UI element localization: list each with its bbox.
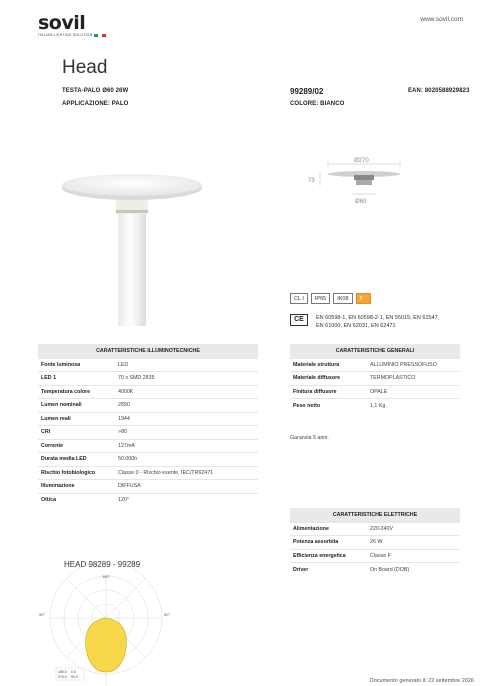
brand-tagline: ITALIAN LIGHTING SOLUTION <box>38 33 93 37</box>
product-ean: EAN: 8020588929823 <box>408 88 470 94</box>
svg-text:90°: 90° <box>39 612 46 617</box>
table-row: Materiale struttura ALLUMINIO PRESSOFUSO <box>290 358 460 372</box>
ce-mark-icon: CE <box>290 314 308 326</box>
svg-text:90°: 90° <box>164 612 171 617</box>
ip-badge: IP65 <box>311 293 330 304</box>
lighting-table-header: CARATTERISTICHE ILLUMINOTECNICHE <box>38 344 258 358</box>
table-row: Alimentazione 220-240V <box>290 522 460 536</box>
dim-diameter-top: Ø270 <box>354 158 369 164</box>
svg-text:90.0: 90.0 <box>71 675 78 679</box>
table-row: Potenza assorbita 26 W <box>290 536 460 550</box>
table-row: Ottica 120° <box>38 493 258 507</box>
ik-badge: IK08 <box>333 293 352 304</box>
table-row: Peso netto 1,1 Kg. <box>290 399 460 413</box>
lighting-table <box>38 344 258 507</box>
general-table-header: CARATTERISTICHE GENERALI <box>290 344 460 358</box>
svg-text:180°: 180° <box>102 574 111 579</box>
dim-height: 73 <box>308 178 315 184</box>
norms-text: EN 60598-1, EN 60598-2-1, EN 55015, EN 61547, EN 61000, EN 62031, EN 62471 <box>316 315 440 329</box>
electric-table-header: CARATTERISTICHE ELETTRICHE <box>290 508 460 522</box>
dim-diameter-bottom: Ø60 <box>355 199 367 205</box>
intensity-curve <box>86 618 127 672</box>
general-table <box>290 344 460 412</box>
product-title: Head <box>62 57 108 78</box>
energy-class-badge: F <box>356 293 371 304</box>
photometric-diagram <box>38 556 188 686</box>
table-row: Fonte luminosa LED <box>38 358 258 372</box>
table-row: Illuminazione DIFFUSA <box>38 480 258 494</box>
photometry-legend <box>56 668 84 680</box>
table-row: Materiale diffusore TERMOPLASTICO <box>290 372 460 386</box>
table-row: LED 1 70 x SMD 2835 <box>38 372 258 386</box>
svg-text:0.0: 0.0 <box>71 670 76 674</box>
table-row: Finitura diffusore OPALE <box>290 385 460 399</box>
class-badge: CL I <box>290 293 308 304</box>
website-link[interactable]: www.sovil.com <box>420 16 463 23</box>
warranty-text: Garanzia 5 anni. <box>290 435 329 441</box>
svg-text:270.0: 270.0 <box>58 675 67 679</box>
footer-generated-date: Documento generato il: 22 settembre 2026 <box>369 678 474 684</box>
table-row: Rischio fotobiologico Classe 0 - Rischio esente, IEC/TR62471 <box>38 466 258 480</box>
product-name: TESTA-PALO Ø60 26W <box>62 88 129 94</box>
table-row: CRI >80 <box>38 426 258 440</box>
dimension-drawing <box>300 150 420 210</box>
product-color: COLORE: BIANCO <box>290 101 345 107</box>
svg-text:180.0: 180.0 <box>58 670 67 674</box>
product-image <box>38 106 258 326</box>
table-row: Lumen nominali 2890 <box>38 399 258 413</box>
table-row: Efficienza energetica Classe F <box>290 549 460 563</box>
product-code: 99289/02 <box>290 87 324 96</box>
brand-name: sovil <box>38 12 86 34</box>
table-row: Temperatura colore 4000K <box>38 385 258 399</box>
electric-table <box>290 508 460 576</box>
brand-logo <box>38 14 118 38</box>
table-row: Durata media LED 50.000h <box>38 453 258 467</box>
table-row: Lumen reali 1944 <box>38 412 258 426</box>
table-row: Driver On Board (DOB) <box>290 563 460 577</box>
photometry-title: HEAD 98289 - 99289 <box>64 560 141 569</box>
certification-badges <box>290 293 371 304</box>
product-application: APPLICAZIONE: PALO <box>62 101 129 107</box>
table-row: Corrente 127mA <box>38 439 258 453</box>
italy-flag-icon <box>94 34 106 37</box>
